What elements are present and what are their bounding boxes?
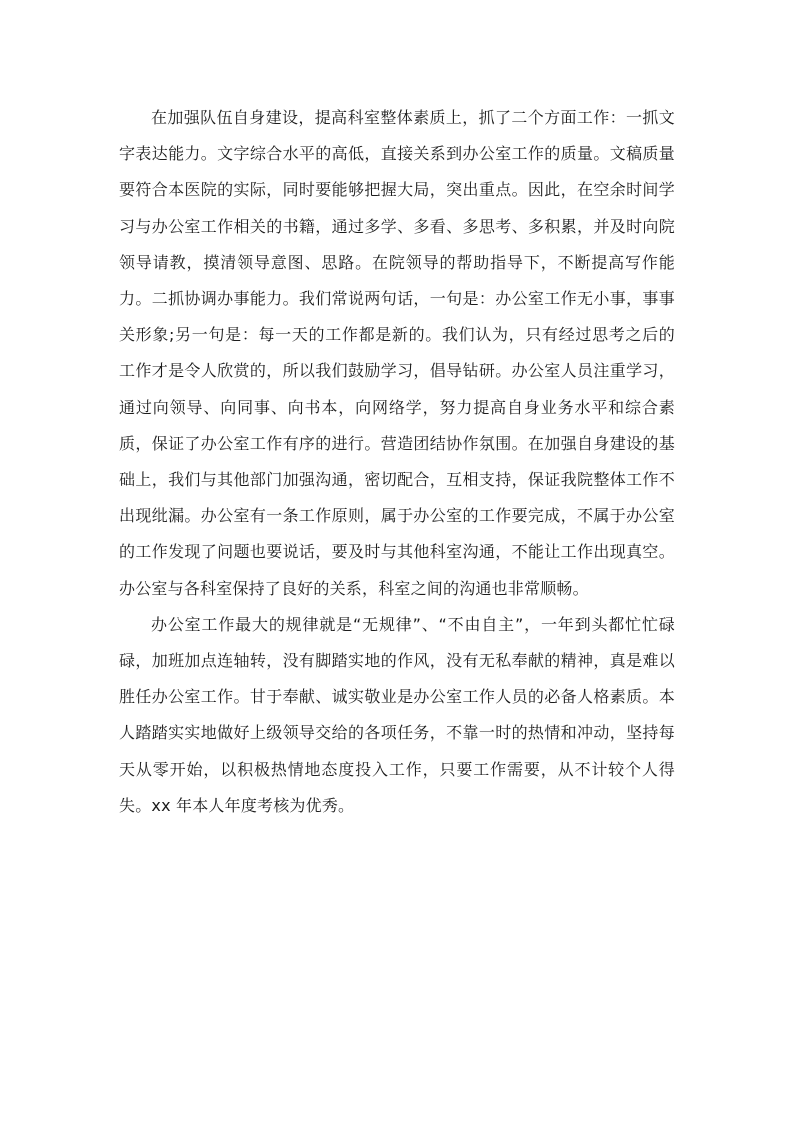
document-body bbox=[119, 100, 675, 824]
paragraph-work-attitude: 办公室工作最大的规律就是“无规律”、“不由自主”，一年到头都忙忙碌碌，加班加点连轴转，没有脚踏实地的作风，没有无私奉献的精神，真是难以胜任办公室工作。甘于奉献、诚实敬业是办公室工作人员的必备人格素质。本人踏踏实实地做好上级领导交给的各项任务，不靠一时的热情和冲动，坚持每天从零开始，以积极热情地态度投入工作，只要工作需要，从不计较个人得失。xx 年本人年度考核为优秀。 bbox=[119, 614, 675, 815]
paragraph-team-building: 在加强队伍自身建设，提高科室整体素质上，抓了二个方面工作：一抓文字表达能力。文字综合水平的高低，直接关系到办公室工作的质量。文稿质量要符合本医院的实际，同时要能够把握大局，突出重点。因此，在空余时间学习与办公室工作相关的书籍，通过多学、多看、多思考、多积累，并及时向院领导请教，摸清领导意图、思路。在院领导的帮助指导下，不断提高写作能力。二抓协调办事能力。我们常说两句话，一句是：办公室工作无小事，事事关形象;另一句是：每一天的工作都是新的。我们认为，只有经过思考之后的工作才是令人欣赏的，所以我们鼓励学习，倡导钻研。办公室人员注重学习，通过向领导、向同事、向书本，向网络学，努力提高自身业务水平和综合素质，保证了办公室工作有序的进行。营造团结协作氛围。在加强自身建设的基础上，我们与其他部门加强沟通，密切配合，互相支持，保证我院整体工作不出现纰漏。办公室有一条工作原则，属于办公室的工作要完成，不属于办公室的工作发现了问题也要说话，要及时与其他科室沟通，不能让工作出现真空。办公室与各科室保持了良好的关系，科室之间的沟通也非常顺畅。 bbox=[119, 108, 675, 598]
